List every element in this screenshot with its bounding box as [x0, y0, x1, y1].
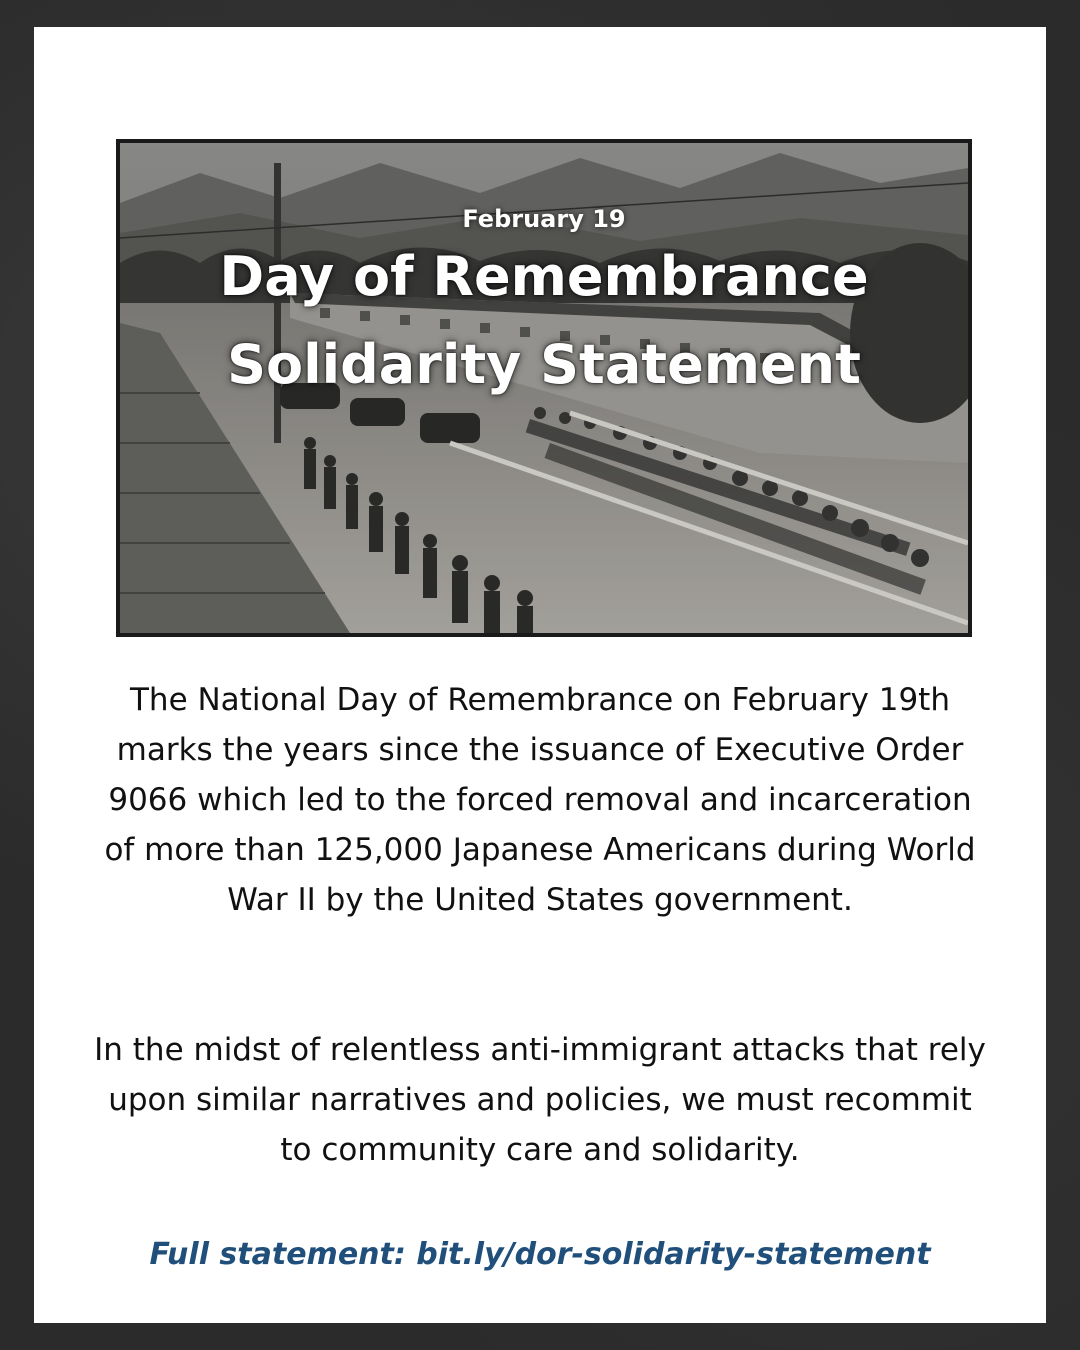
statement-card [34, 27, 1046, 1323]
title-line-1: Day of Remembrance [219, 245, 869, 308]
title-line-2: Solidarity Statement [227, 333, 861, 396]
date-label: February 19 [462, 205, 626, 233]
historical-photo [116, 139, 972, 637]
paragraph-2: In the midst of relentless anti-immigrant attacks that rely upon similar narratives and policies, we must recommit to community care and solidarity. [94, 1032, 986, 1168]
full-statement-link[interactable]: Full statement: bit.ly/dor-solidarity-statement [149, 1237, 931, 1272]
photo-title-overlay [120, 143, 968, 633]
paragraph-1: The National Day of Remembrance on February 19th marks the years since the issuance of Executive Order 9066 which led to the forced removal and incarceration of more than 125,000 Japanese Americans during World War II by the United States government. [104, 682, 976, 918]
